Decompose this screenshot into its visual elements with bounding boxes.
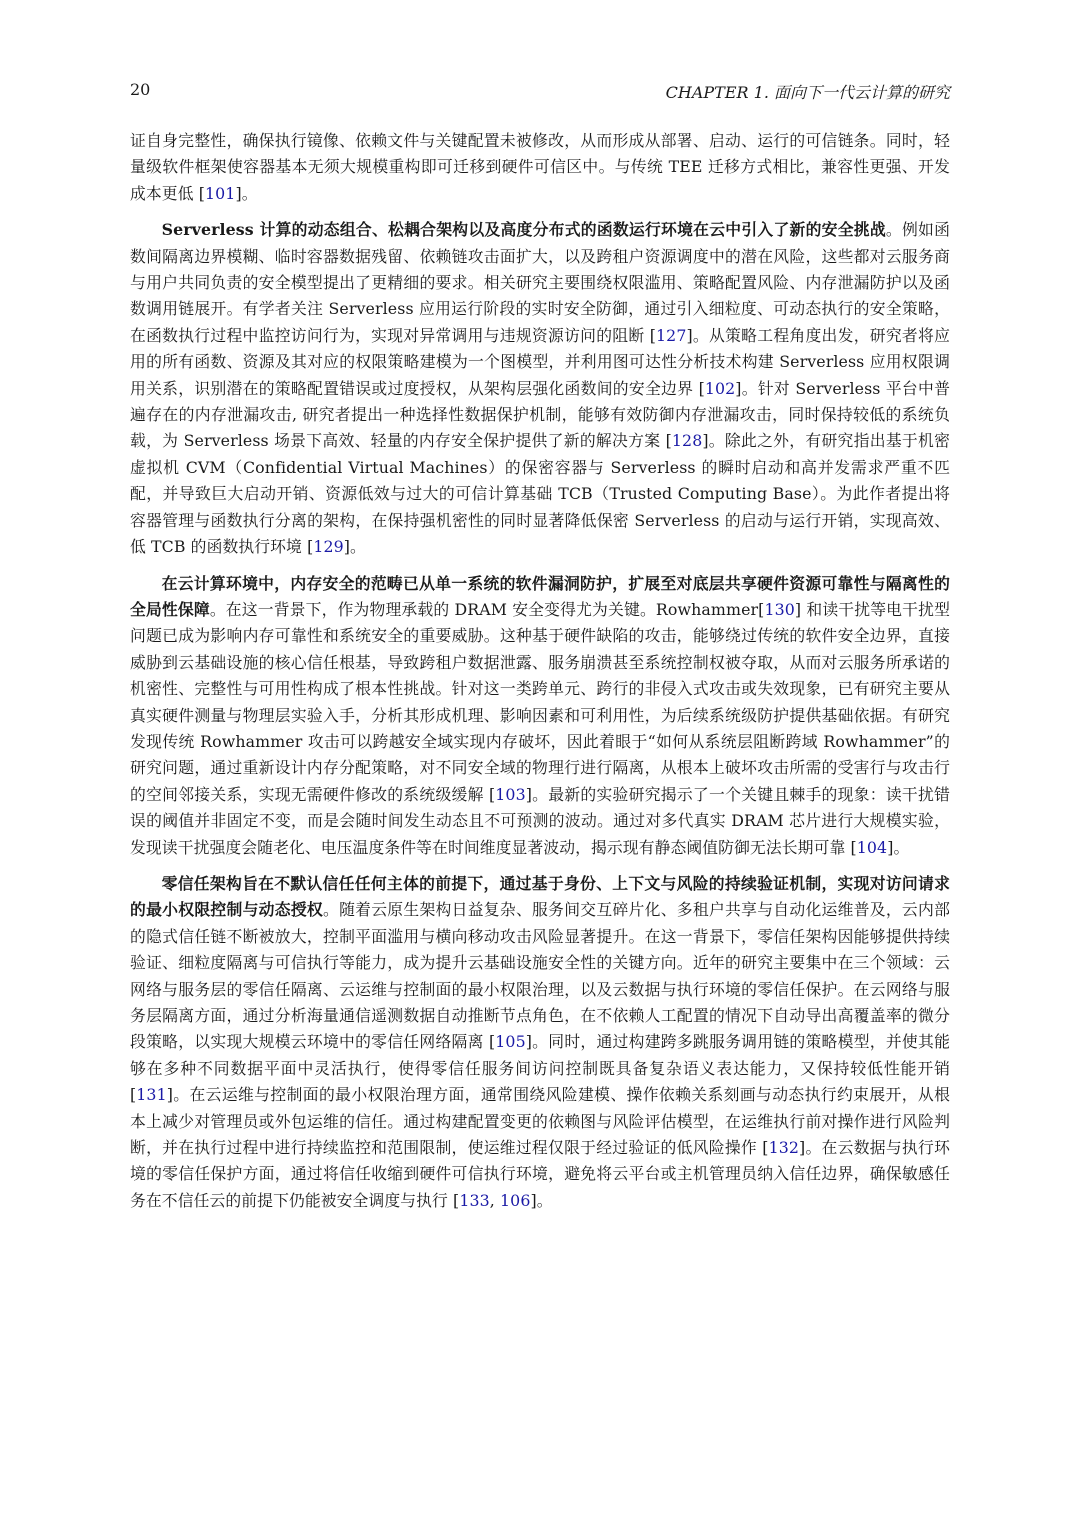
citation-link[interactable]: 130	[764, 599, 795, 619]
text-run: ]。针对 Serverless 平台中普遍存在的内存泄漏攻击, 研究者提出一种选择性数据保护机制，能够有效防御内存泄漏攻击，同时保持较低的系统负载，为 Serverless 场景下高效、轻量的内存安全保护提供了新的解决方案 [	[130, 378, 950, 451]
text-run: ]。	[530, 1190, 553, 1210]
text-run: ]。最新的实验研究揭示了一个关键且棘手的现象：读干扰错误的阈值并非固定不变，而是会随时间发生动态且不可预测的波动。通过对多代真实 DRAM 芯片进行大规模实验，发现读干扰强度会随老化、电压温度条件等在时间维度显著波动，揭示现有静态阈值防御无法长期可靠 [	[130, 784, 950, 857]
paragraph	[130, 871, 950, 1214]
paragraph	[130, 217, 950, 560]
text-run: ]。	[343, 537, 366, 557]
text-run: ,	[489, 1190, 501, 1210]
citation-link[interactable]: 131	[136, 1085, 167, 1105]
citation-link[interactable]: 102	[704, 378, 736, 398]
text-run: ]。从策略工程角度出发，研究者将应用的所有函数、资源及其对应的权限策略建模为一个图模型，并利用图可达性分析技术构建 Serverless 应用权限调用关系，识别潜在的策略配置错误或过度授权，从架构层强化函数间的安全边界 [	[130, 325, 950, 398]
text-run: ]。同时，通过构建跨多跳服务调用链的策略模型，并使其能够在多种不同数据平面中灵活执行，使得零信任服务间访问控制既具备复杂语义表达能力，又保持较低性能开销 [	[130, 1032, 950, 1105]
citation-link[interactable]: 105	[495, 1032, 526, 1052]
citation-link[interactable]: 132	[768, 1138, 800, 1158]
paragraph	[130, 128, 950, 207]
citation-link[interactable]: 106	[500, 1190, 531, 1210]
text-run: ]。除此之外，有研究指出基于机密虚拟机 CVM（Confidential Virtual Machines）的保密容器与 Serverless 的瞬时启动和高并发需求严重不匹配，并导致巨大启动开销、资源低效与过大的可信计算基础 TCB（Trusted Computing Base）。为此作者提出将容器管理与函数执行分离的架构，在保持强机密性的同时显著降低保密 Serverless 的启动与运行开销，实现高效、低 TCB 的函数执行环境 [	[130, 431, 950, 557]
text-run: 证自身完整性，确保执行镜像、依赖文件与关键配置未被修改，从而形成从部署、启动、运行的可信链条。同时，轻量级软件框架使容器基本无须大规模重构即可迁移到硬件可信区中。与传统 TEE 迁移方式相比，兼容性更强、开发成本更低 [	[130, 131, 950, 203]
text-run: ]。	[235, 183, 258, 203]
paragraph-lead: 在云计算环境中，内存安全的范畴已从单一系统的软件漏洞防护，扩展至对底层共享硬件资源可靠性与隔离性的全局性保障	[130, 573, 950, 619]
page-number: 20	[130, 80, 151, 99]
citation-link[interactable]: 128	[671, 431, 703, 451]
text-run: ]。在云数据与执行环境的零信任保护方面，通过将信任收缩到硬件可信执行环境，避免将云平台或主机管理员纳入信任边界，确保敏感任务在不信任云的前提下仍能被安全调度与执行 [	[130, 1138, 950, 1210]
running-head: CHAPTER 1. 面向下一代云计算的研究	[665, 83, 950, 102]
text-run: ]。在云运维与控制面的最小权限治理方面，通常围绕风险建模、操作依赖关系刻画与动态执行约束展开，从根本上减少对管理员或外包运维的信任。通过构建配置变更的依赖图与风险评估模型，在运维执行前对操作进行风险判断，并在执行过程中进行持续监控和范围限制，使运维过程仅限于经过验证的低风险操作 [	[130, 1085, 950, 1158]
paragraph	[130, 571, 950, 861]
text-run: 。例如函数间隔离边界模糊、临时容器数据残留、依赖链攻击面扩大，以及跨租户资源调度中的潜在风险，这些都对云服务商与用户共同负责的安全模型提出了更精细的要求。相关研究主要围绕权限滥用、策略配置风险、内存泄漏防护以及函数调用链展开。有学者关注 Serverless 应用运行阶段的实时安全防御，通过引入细粒度、可动态执行的安全策略，在函数执行过程中监控访问行为，实现对异常调用与违规资源访问的阻断 [	[130, 220, 951, 345]
paragraph-lead: 零信任架构旨在不默认信任任何主体的前提下，通过基于身份、上下文与风险的持续验证机制，实现对访问请求的最小权限控制与动态授权	[130, 873, 950, 920]
citation-link[interactable]: 101	[204, 183, 236, 203]
text-run: ]。	[887, 837, 910, 857]
citation-link[interactable]: 103	[495, 784, 526, 804]
citation-link[interactable]: 127	[656, 325, 687, 345]
paragraph-lead: Serverless 计算的动态组合、松耦合架构以及高度分布式的函数运行环境在云中引入了新的安全挑战	[161, 220, 886, 240]
page-header	[130, 80, 950, 106]
text-run: 。在这一背景下，作为物理承载的 DRAM 安全变得尤为关键。Rowhammer[	[209, 599, 765, 619]
citation-link[interactable]: 133	[459, 1190, 490, 1210]
citation-link[interactable]: 104	[856, 837, 888, 857]
text-run: ] 和读干扰等电干扰型问题已成为影响内存可靠性和系统安全的重要威胁。这种基于硬件缺陷的攻击，能够绕过传统的软件安全边界，直接威胁到云基础设施的核心信任根基，导致跨租户数据泄露、服务崩溃甚至系统控制权被夺取，从而对云服务所承诺的机密性、完整性与可用性构成了根本性挑战。针对这一类跨单元、跨行的非侵入式攻击或失效现象，已有研究主要从真实硬件测量与物理层实验入手，分析其形成机理、影响因素和可利用性，为后续系统级防护提供基础依据。有研究发现传统 Rowhammer 攻击可以跨越安全域实现内存破坏，因此着眼于“如何从系统层阻断跨域 Rowhammer”的研究问题，通过重新设计内存分配策略，对不同安全域的物理行进行隔离，从根本上破坏攻击所需的受害行与攻击行的空间邻接关系，实现无需硬件修改的系统级缓解 [	[130, 599, 950, 804]
text-run: 。随着云原生架构日益复杂、服务间交互碎片化、多租户共享与自动化运维普及，云内部的隐式信任链不断被放大，控制平面滥用与横向移动攻击风险显著提升。在这一背景下，零信任架构因能够提供持续验证、细粒度隔离与可信执行等能力，成为提升云基础设施安全性的关键方向。近年的研究主要集中在三个领域：云网络与服务层的零信任隔离、云运维与控制面的最小权限治理，以及云数据与执行环境的零信任保护。在云网络与服务层隔离方面，通过分析海量通信遥测数据自动推断节点角色，在不依赖人工配置的情况下自动导出高覆盖率的微分段策略，以实现大规模云环境中的零信任网络隔离 [	[130, 900, 950, 1052]
body-text	[130, 128, 950, 1214]
citation-link[interactable]: 129	[313, 537, 344, 557]
